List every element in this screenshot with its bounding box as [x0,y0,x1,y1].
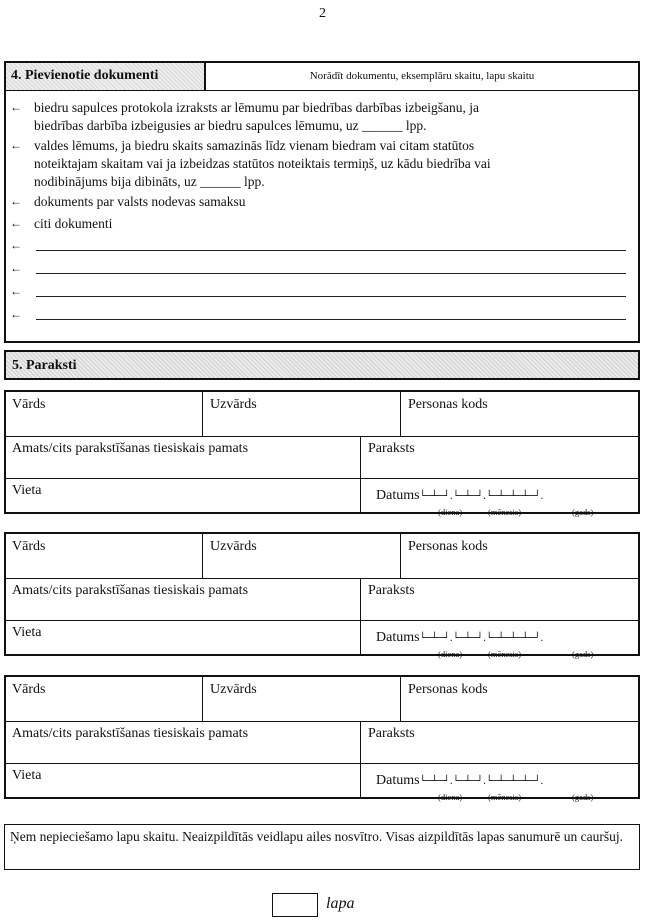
personal-code-field[interactable]: Personas kods [408,397,488,412]
first-name-field[interactable]: Vārds [12,682,46,697]
checkbox-icon[interactable]: ← [10,194,22,208]
place-field[interactable]: Vieta [12,483,42,498]
date-field[interactable]: Datums└─┴─┘.└─┴─┘.└─┴─┴─┴─┘. [376,773,544,788]
checkbox-icon[interactable]: ← [10,138,22,152]
blank-document-line[interactable] [10,237,630,257]
last-name-field[interactable]: Uzvārds [210,397,257,412]
document-item-text: citi dokumenti [34,216,113,231]
position-field[interactable]: Amats/cits parakstīšanas tiesiskais pamats [12,583,249,598]
month-label: (mēnesis) [488,792,522,802]
document-item-text: valdes lēmums, ja biedru skaits samazinās līdz vienam biedram vai citam statūtos [34,138,475,153]
date-field[interactable]: Datums└─┴─┘.└─┴─┘.└─┴─┴─┴─┘. [376,488,544,503]
underline [36,296,626,297]
position-field[interactable]: Amats/cits parakstīšanas tiesiskais pamats [12,441,249,456]
underline [36,273,626,274]
date-label: Datums [376,488,420,503]
blank-document-line[interactable] [10,306,630,326]
first-name-field[interactable]: Vārds [12,397,46,412]
day-label: (diena) [438,507,463,517]
signature-block [4,390,640,517]
year-label: (gads) [572,507,594,517]
signature-field[interactable]: Paraksts [368,726,415,741]
section-title: 4. Pievienotie dokumenti [6,63,206,90]
last-name-field[interactable]: Uzvārds [210,682,257,697]
place-field[interactable]: Vieta [12,768,42,783]
position-field[interactable]: Amats/cits parakstīšanas tiesiskais pamats [12,726,249,741]
date-label: Datums [376,630,420,645]
checkbox-icon[interactable]: ← [10,284,22,298]
day-label: (diena) [438,649,463,659]
blank-document-line[interactable] [10,283,630,303]
section-instruction: Norādīt dokumentu, eksemplāru skaitu, lapu skaitu [309,70,535,82]
checkbox-icon[interactable]: ← [10,307,22,321]
place-field[interactable]: Vieta [12,625,42,640]
signature-field[interactable]: Paraksts [368,441,415,456]
first-name-field[interactable]: Vārds [12,539,46,554]
date-label: Datums [376,773,420,788]
day-label: (diena) [438,792,463,802]
underline [36,250,626,251]
underline [36,319,626,320]
personal-code-field[interactable]: Personas kods [408,682,488,697]
year-label: (gads) [572,792,594,802]
last-name-field[interactable]: Uzvārds [210,539,257,554]
document-item-text: nodibinājums bija dibināts, uz ______ lpp. [34,174,265,189]
signature-block [4,532,640,659]
checkbox-icon[interactable]: ← [10,238,22,252]
document-item-text: biedrības darbība izbeigusies ar biedru sapulces lēmumu, uz ______ lpp. [34,118,427,133]
signature-field[interactable]: Paraksts [368,583,415,598]
page-count-label: lapa [326,895,355,912]
page-number: 2 [319,6,326,21]
document-item-text: noteiktajam skaitam vai ja izbeidzas statūtos noteiktais termiņš, uz kādu biedrība vai [34,156,491,171]
blank-document-line[interactable] [10,260,630,280]
document-item-text: dokuments par valsts nodevas samaksu [34,194,246,209]
signatures-section-title: 5. Paraksti [4,350,640,380]
month-label: (mēnesis) [488,507,522,517]
year-label: (gads) [572,649,594,659]
section-header [6,63,638,91]
personal-code-field[interactable]: Personas kods [408,539,488,554]
checkbox-icon[interactable]: ← [10,216,22,230]
document-item-text: biedru sapulces protokola izraksts ar lēmumu par biedrības darbības izbeigšanu, ja [34,100,479,115]
signature-block [4,675,640,802]
checkbox-icon[interactable]: ← [10,261,22,275]
instructions-note: Ņem nepieciešamo lapu skaitu. Neaizpildītās veidlapu ailes nosvītro. Visas aizpildītās lapas sanumurē un cauršuj. [4,824,640,870]
page-count-input[interactable] [272,893,318,917]
checkbox-icon[interactable]: ← [10,100,22,114]
month-label: (mēnesis) [488,649,522,659]
date-field[interactable]: Datums└─┴─┘.└─┴─┘.└─┴─┴─┴─┘. [376,630,544,645]
attached-documents-section [4,61,640,343]
